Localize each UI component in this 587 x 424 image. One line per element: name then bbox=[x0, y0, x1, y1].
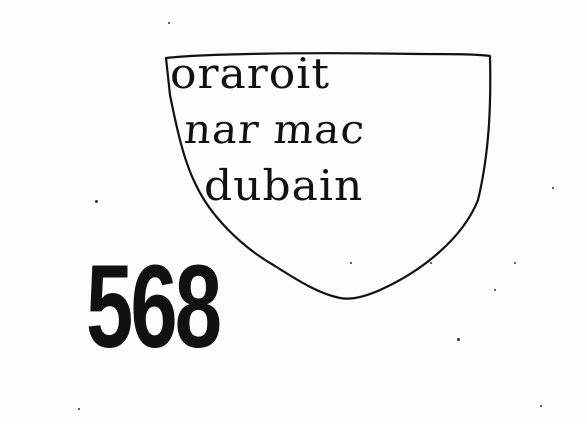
scan-speck bbox=[552, 187, 554, 189]
inscription-line-2: nar mac bbox=[182, 106, 367, 153]
scan-speck bbox=[78, 408, 80, 410]
scan-speck bbox=[430, 262, 432, 264]
scan-speck bbox=[168, 22, 170, 24]
scan-speck bbox=[95, 200, 98, 203]
scan-speck bbox=[514, 262, 516, 264]
scan-speck bbox=[350, 262, 352, 264]
catalog-number: 568 bbox=[86, 241, 220, 373]
scan-speck bbox=[540, 405, 542, 407]
inscription-line-3: dubain bbox=[204, 162, 364, 211]
inscription-line-1: oraroit bbox=[170, 50, 331, 99]
scan-speck bbox=[494, 289, 496, 291]
scan-speck bbox=[457, 338, 460, 341]
